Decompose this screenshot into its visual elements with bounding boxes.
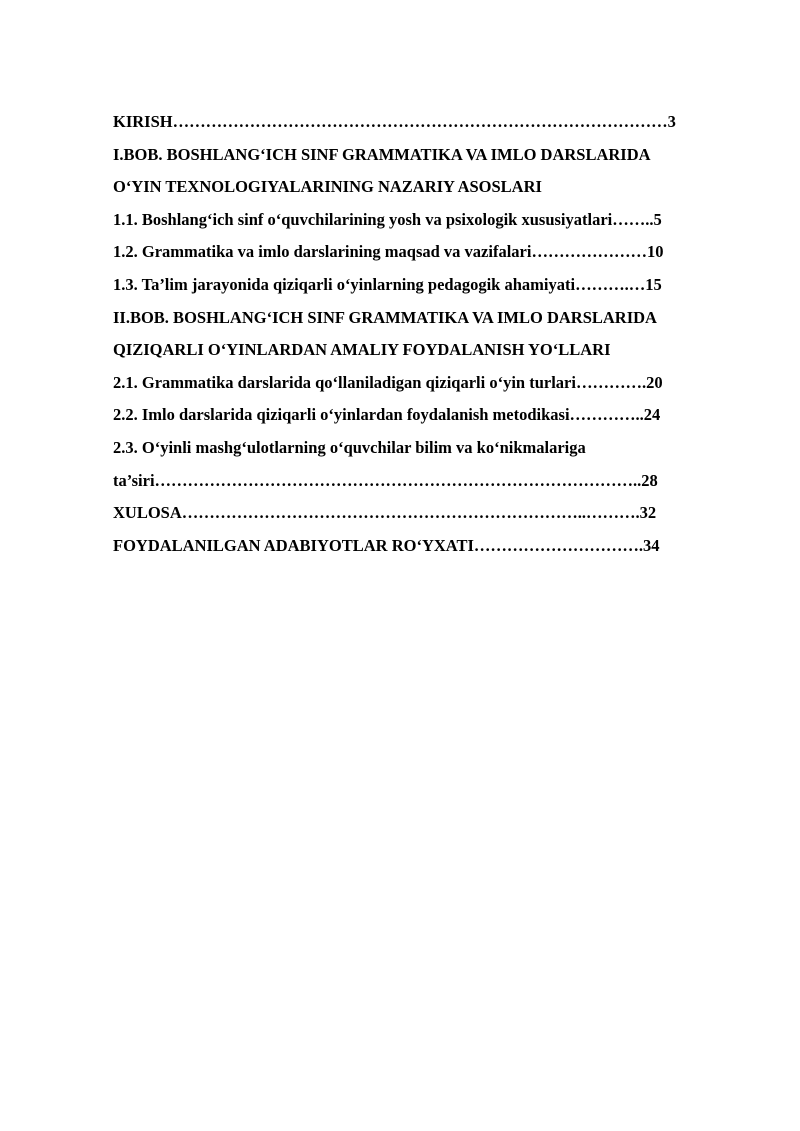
toc-entry-1-2: 1.2. Grammatika va imlo darslarining maqsad va vazifalari…………………10	[113, 242, 664, 262]
toc-entry-1-3: 1.3. Ta’lim jarayonida qiziqarli o‘yinlarning pedagogik ahamiyati……….…15	[113, 274, 662, 294]
toc-entry-2-3-line-2: ta’siri……………………………………………………………………………..28	[113, 470, 658, 490]
toc-entry-kirish: KIRISH………………………………………………………………………………3	[113, 112, 676, 131]
table-of-contents	[113, 106, 745, 562]
toc-chapter-2-title-line-1: II.BOB. BOSHLANG‘ICH SINF GRAMMATIKA VA IMLO DARSLARIDA	[113, 307, 657, 327]
toc-entry-2-2: 2.2. Imlo darslarida qiziqarli o‘yinlardan foydalanish metodikasi…………..24	[113, 405, 661, 425]
toc-entry-adabiyotlar: FOYDALANILGAN ADABIYOTLAR RO‘YXATI………………………….34	[113, 535, 660, 555]
toc-entry-1-1: 1.1. Boshlang‘ich sinf o‘quvchilarining yosh va psixologik xususiyatlari……..5	[113, 209, 662, 229]
toc-chapter-2-title-line-2: QIZIQARLI O‘YINLARDAN AMALIY FOYDALANISH YO‘LLARI	[113, 340, 611, 360]
toc-entry-2-3-line-1: 2.3. O‘yinli mashg‘ulotlarning o‘quvchilar bilim va ko‘nikmalariga	[113, 437, 586, 457]
toc-entry-xulosa: XULOSA………………………………………………………………..……….32	[113, 503, 657, 523]
toc-chapter-1-title-line-1: I.BOB. BOSHLANG‘ICH SINF GRAMMATIKA VA IMLO DARSLARIDA	[113, 144, 651, 164]
toc-chapter-1-title-line-2: O‘YIN TEXNOLOGIYALARINING NAZARIY ASOSLARI	[113, 177, 542, 197]
toc-entry-2-1: 2.1. Grammatika darslarida qo‘llaniladigan qiziqarli o‘yin turlari………….20	[113, 372, 663, 392]
